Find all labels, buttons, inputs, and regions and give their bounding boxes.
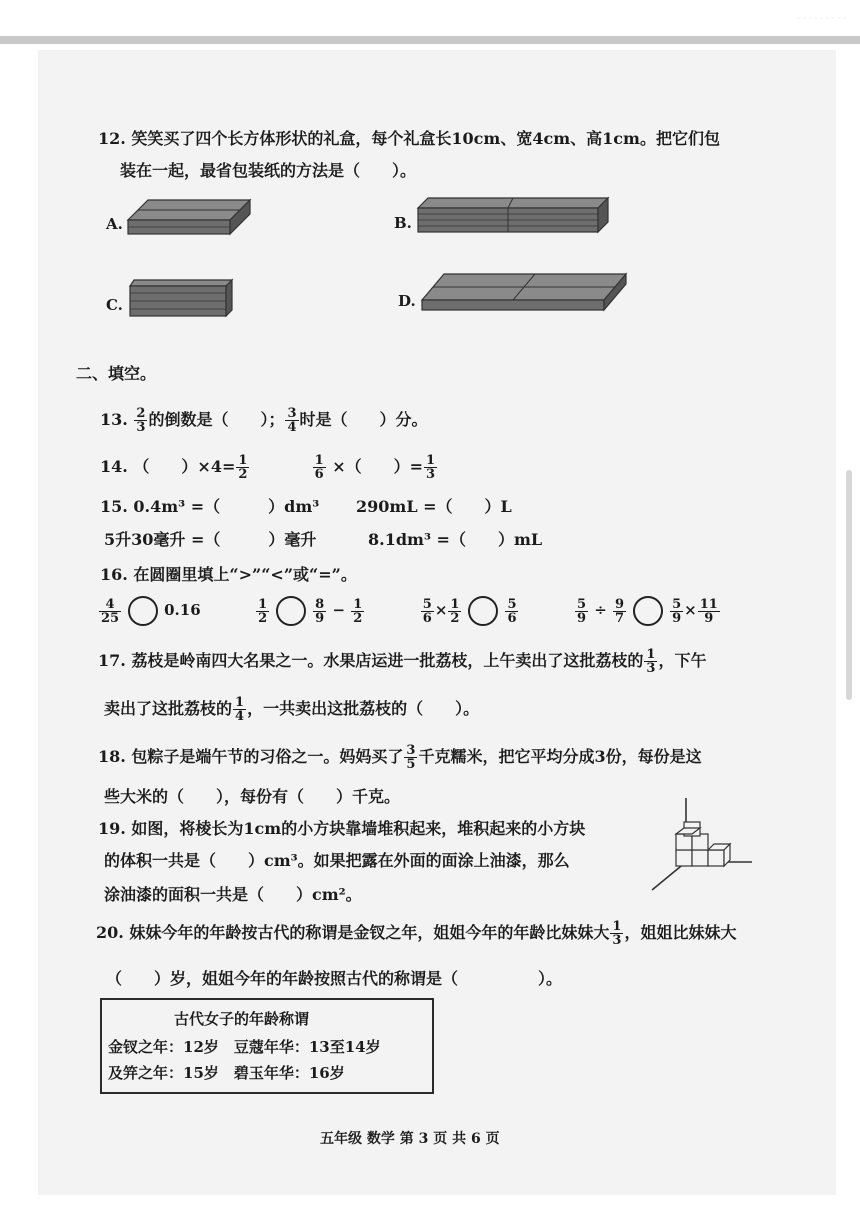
q16-e2-fraction-b: $\frac{8}{9}$ [315,596,325,626]
q12-option-c-label: C. [106,296,123,314]
q16-e2-fraction-a: $\frac{1}{2}$ [258,596,268,626]
q15-c: 5升30毫升 =（ ）毫升 [104,530,317,549]
q16-e1-fraction: $\frac{4}{25}$ [101,596,120,626]
q16-blank-circle-3[interactable] [468,596,498,626]
q16-blank-circle-2[interactable] [276,596,306,626]
q13-fraction-2: $\frac{3}{4}$ [287,406,297,435]
q13-text-1: 的倒数是（ ）； [148,410,285,429]
q16-e4-op2: × [684,601,697,619]
q17-fraction-1: $\frac{1}{3}$ [646,647,656,676]
q20-fraction-1: $\frac{1}{3}$ [612,919,622,948]
q19-line1: 19. 如图，将棱长为1cm的小方块靠墙堆积起来，堆积起来的小方块 [98,819,586,838]
table-row-2: 及笄之年：15岁 碧玉年华：16岁 [108,1064,345,1082]
q18-text-1b: 千克糯米，把它平均分成3份，每份是这 [418,747,702,766]
q12-option-c-figure [128,278,236,320]
q12-option-a-label: A. [106,215,123,233]
table-row-1: 金钗之年：12岁 豆蔻年华：13至14岁 [108,1038,381,1056]
top-bar [0,0,860,36]
q16-e2-fraction-c: $\frac{1}{2}$ [353,596,363,626]
q19-cube-stack-figure [648,796,758,892]
q12-option-b-figure [414,194,610,236]
q15-b: 290mL =（ ）L [356,497,512,516]
q18-fraction-1: $\frac{3}{5}$ [406,743,416,772]
q17-fraction-2: $\frac{1}{4}$ [235,695,245,724]
q16-e3-op: × [434,601,448,619]
q17-text-1: 17. 荔枝是岭南四大名果之一。水果店运进一批荔枝，上午卖出了这批荔枝的 [98,651,644,670]
table-title: 古代女子的年龄称谓 [174,1010,310,1028]
q16-title: 16. 在圆圈里填上“>”“<”或“=”。 [100,565,357,584]
top-divider [0,36,860,44]
q16-e3-fraction-b: $\frac{1}{2}$ [450,596,460,626]
q20-text-1: 20. 妹妹今年的年龄按古代的称谓是金钗之年，姐姐今年的年龄比妹妹大 [96,923,610,942]
q12-line2: 装在一起，最省包装纸的方法是（ ）。 [120,161,417,180]
q18-line1 [98,744,702,771]
section-2-heading: 二、填空。 [76,364,157,383]
q17-line2 [104,696,479,723]
q15-a: 15. 0.4m³ =（ ）dm³ [100,497,320,516]
q12-line1: 12. 笑笑买了四个长方体形状的礼盒，每个礼盒长10cm、宽4cm、高1cm。把它们包 [98,129,720,148]
q20-line2: （ ）岁，姐姐今年的年龄按照古代的称谓是（ ）。 [106,969,563,988]
q16-e3-fraction-c: $\frac{5}{6}$ [507,596,517,626]
q16-e3-fraction-a: $\frac{5}{6}$ [422,596,432,626]
page-footer: 五年级 数学 第 3 页 共 6 页 [320,1131,500,1147]
q14-number: 14. [100,457,128,476]
q13 [100,407,428,434]
q16-blank-circle-4[interactable] [633,596,663,626]
q17-text-1b: ，下午 [658,651,707,670]
exam-page [38,50,836,1195]
q12-option-b-label: B. [394,214,412,232]
top-faint-text: · · · · · · · · · [797,14,846,24]
q16-expressions [98,596,721,626]
q12-option-a-figure [126,198,254,246]
q20-line1 [96,920,736,947]
q13-number: 13. [100,410,128,429]
q16-e4-fraction-d: $\frac{11}{9}$ [699,596,718,626]
q16-blank-circle-1[interactable] [128,596,158,626]
q12-option-d-label: D. [398,292,416,310]
q14-fraction-1: $\frac{1}{2}$ [238,453,248,482]
q17-text-2: 卖出了这批荔枝的 [104,699,233,718]
q19-line2: 的体积一共是（ ）cm³。如果把露在外面的面涂上油漆，那么 [104,851,570,870]
q16-e1-value: 0.16 [164,601,201,619]
scrollbar[interactable] [846,470,852,700]
q14-fraction-3: $\frac{1}{3}$ [426,453,436,482]
q13-text-2: 时是（ ）分。 [299,410,428,429]
age-terms-table [100,998,434,1094]
q14-text-2: ×（ ）= [332,457,424,476]
q19-line3: 涂油漆的面积一共是（ ）cm²。 [104,885,362,904]
q12-option-d-figure [420,270,630,316]
q15-d: 8.1dm³ =（ ）mL [368,530,543,549]
q14-text-1: （ ）×4= [133,457,236,476]
q16-e2-op: − [332,601,346,619]
q14-fraction-2: $\frac{1}{6}$ [314,453,324,482]
q20-text-1b: ，姐姐比妹妹大 [624,923,737,942]
q17-line1 [98,648,706,675]
q14 [100,454,438,481]
q18-text-1: 18. 包粽子是端午节的习俗之一。妈妈买了 [98,747,404,766]
q16-e4-op: ÷ [594,601,607,619]
q17-text-2b: ，一共卖出这批荔枝的（ ）。 [247,699,480,718]
q18-line2: 些大米的（ ），每份有（ ）千克。 [104,787,401,806]
q16-e4-fraction-a: $\frac{5}{9}$ [576,596,586,626]
q13-fraction-1: $\frac{2}{3}$ [136,406,146,435]
q16-e4-fraction-c: $\frac{5}{9}$ [672,596,682,626]
q16-e4-fraction-b: $\frac{9}{7}$ [615,596,625,626]
